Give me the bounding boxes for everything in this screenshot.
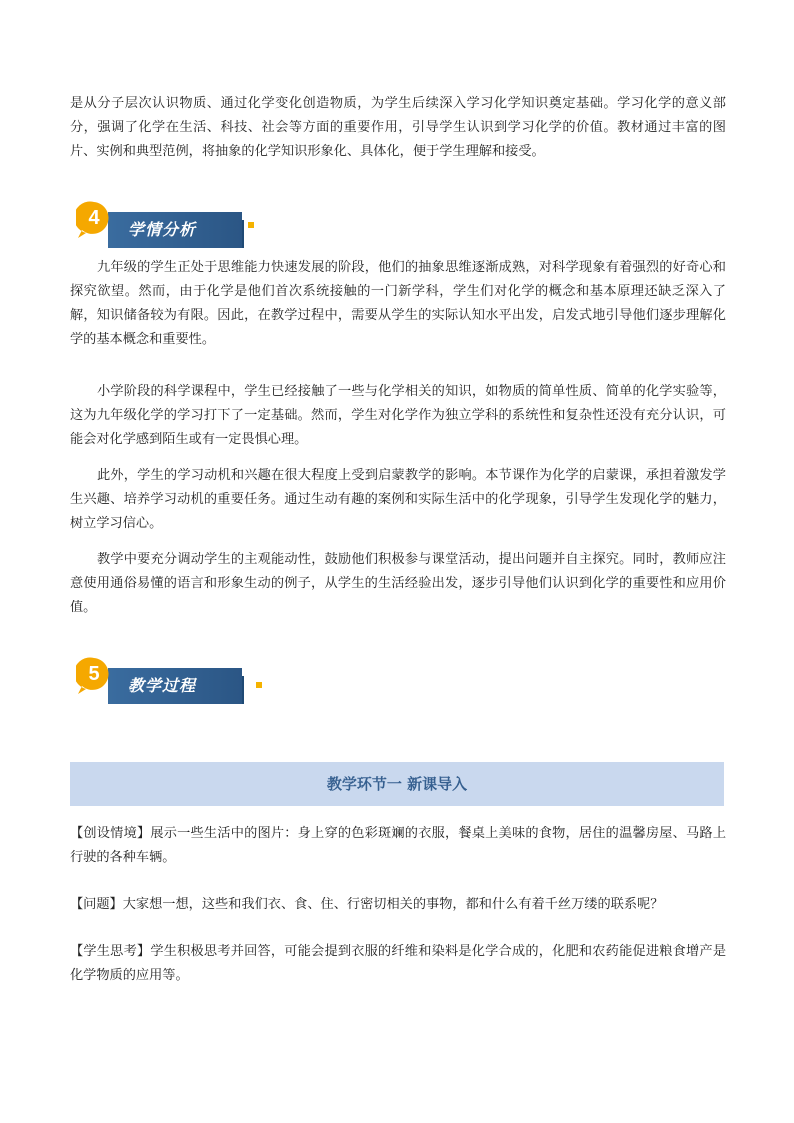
number-badge-icon <box>76 656 116 696</box>
paragraph: 小学阶段的科学课程中，学生已经接触了一些与化学相关的知识，如物质的简单性质、简单的化学实验等，这为九年级化学的学习打下了一定基础。然而，学生对化学作为独立学科的系统性和复杂性还没有充分认识，可能会对化学感到陌生或有一定畏惧心理。 <box>70 384 726 447</box>
intro-paragraph: 是从分子层次认识物质、通过化学变化创造物质，为学生后续深入学习化学知识奠定基础。学习化学的意义部分，强调了化学在生活、科技、社会等方面的重要作用，引导学生认识到学习化学的价值。教材通过丰富的图片、实例和典型范例，将抽象的化学知识形象化、具体化，便于学生理解和接受。 <box>70 96 726 159</box>
item-tag: 【问题】 <box>70 897 123 912</box>
section-number: 5 <box>88 663 100 685</box>
item-text: 学生积极思考并回答，可能会提到衣服的纤维和染料是化学合成的，化肥和农药能促进粮食增产是化学物质的应用等。 <box>70 944 727 983</box>
list-item <box>70 893 726 917</box>
item-text: 大家想一想，这些和我们衣、食、住、行密切相关的事物，都和什么有着千丝万缕的联系呢？ <box>122 897 664 912</box>
paragraph: 此外，学生的学习动机和兴趣在很大程度上受到启蒙教学的影响。本节课作为化学的启蒙课，承担着激发学生兴趣、培养学习动机的重要任务。通过生动有趣的案例和实际生活中的化学现象，引导学生发现化学的魅力，树立学习信心。 <box>70 468 726 531</box>
section-title: 学情分析 <box>128 220 197 239</box>
item-tag: 【创设情境】 <box>70 826 151 841</box>
accent-dot <box>248 222 254 228</box>
item-text: 展示一些生活中的图片：身上穿的色彩斑斓的衣服，餐桌上美味的食物，居住的温馨房屋、马路上行驶的各种车辆。 <box>70 826 727 865</box>
list-item <box>70 940 726 988</box>
section-banner: 教学环节一 新课导入 <box>70 762 724 806</box>
list-item <box>70 822 726 870</box>
item-tag: 【学生思考】 <box>70 944 151 959</box>
section-title: 教学过程 <box>128 676 197 695</box>
heading-bar <box>108 668 242 704</box>
section-heading-4 <box>76 200 276 254</box>
section-heading-5 <box>76 656 276 710</box>
paragraph: 教学中要充分调动学生的主观能动性，鼓励他们积极参与课堂活动，提出问题并自主探究。同时，教师应注意使用通俗易懂的语言和形象生动的例子，从学生的生活经验出发，逐步引导他们认识到化学的重要性和应用价值。 <box>70 552 726 615</box>
accent-dot <box>256 682 262 688</box>
section-number: 4 <box>88 207 100 229</box>
number-badge-icon <box>76 200 116 240</box>
paragraph: 九年级的学生正处于思维能力快速发展的阶段，他们的抽象思维逐渐成熟，对科学现象有着强烈的好奇心和探究欲望。然而，由于化学是他们首次系统接触的一门新学科，学生们对化学的概念和基本原理还缺乏深入了解，知识储备较为有限。因此，在教学过程中，需要从学生的实际认知水平出发，启发式地引导他们逐步理解化学的基本概念和重要性。 <box>70 260 726 347</box>
heading-bar <box>108 212 242 248</box>
